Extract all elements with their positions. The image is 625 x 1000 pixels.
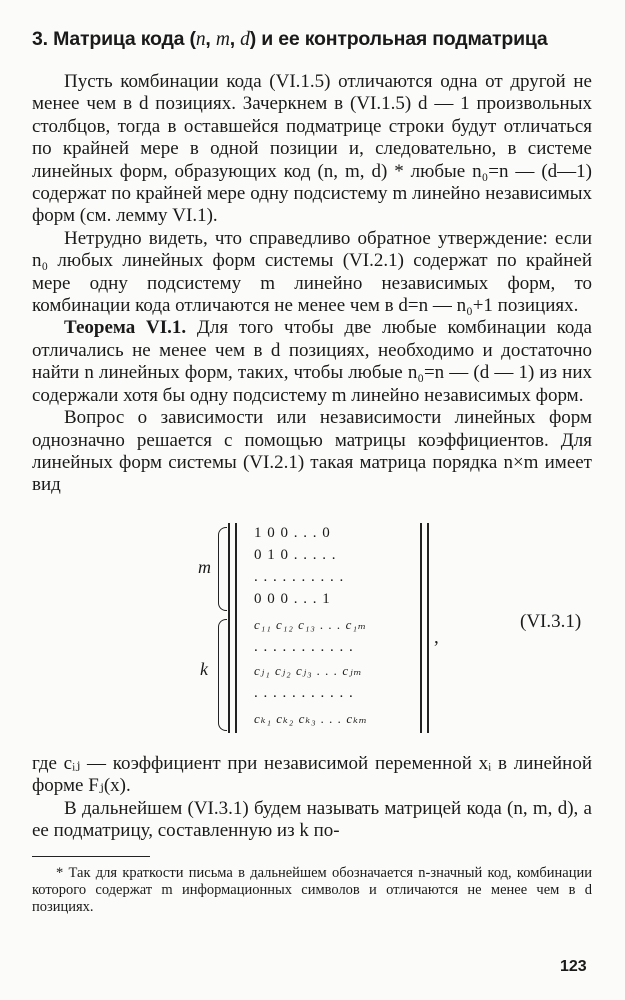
theorem-text: Для того чтобы две любые комбинации кода отличались не менее чем в d позициях, необходимо и достаточно найти n линейных форм, таких, чтобы любые n₀=n — (d — 1) из них содержали хотя бы одну подсистему m линейно независимых форм. [32,317,592,406]
equation-number: (VI.3.1) [520,610,582,632]
footnote: * Так для краткости письма в дальнейшем обозначается n-значный код, комбинации которого содержат m информационных символов и отличаются не менее чем в d позициях. [32,865,592,915]
matrix-row: 0 0 0 . . . 1 [254,590,331,607]
paragraph-2: Нетрудно видеть, что справедливо обратное утверждение: если n₀ любых линейных форм системы (VI.2.1) содержат по крайней мере одну подсистему m линейно независимых форм, то комбинации кода отличаются не менее чем в d=n — n₀+1 позициях. [32,227,592,317]
brace-label-m: m [198,556,211,577]
heading-n: n [195,29,206,50]
matrix-comma: , [434,626,439,648]
page-content [32,28,592,915]
heading-d: d [240,29,250,50]
heading-suffix: ) и ее контрольная подматрица [249,28,548,50]
page-number: 123 [560,958,587,975]
brace-m [218,527,227,611]
matrix-row: . . . . . . . . . . [254,568,345,585]
heading-sep: , [229,28,241,50]
matrix-equation [32,523,592,743]
matrix-row: 0 1 0 . . . . . [254,546,337,563]
matrix-row: cₖ₁ cₖ₂ cₖ₃ . . . cₖₘ [254,710,368,726]
heading-sep: , [205,28,216,50]
matrix-left-bars [228,523,237,733]
section-heading [32,28,592,51]
paragraph-4: Вопрос о зависимости или независимости линейных форм однозначно решается с помощью матрицы коэффициентов. Для линейных форм системы (VI.2.1) такая матрица порядка n×m имеет вид [32,407,592,496]
paragraph-5: где cᵢⱼ — коэффициент при независимой переменной xᵢ в линейной форме Fⱼ(x). [32,752,592,797]
paragraph-theorem [32,317,592,407]
brace-label-k: k [200,658,208,679]
theorem-label: Теорема VI.1. [64,317,187,339]
brace-k [218,619,227,731]
matrix-row: cⱼ₁ cⱼ₂ cⱼ₃ . . . cⱼₘ [254,662,363,678]
matrix-row: 1 0 0 . . . 0 [254,524,331,541]
matrix-row: . . . . . . . . . . . [254,638,354,655]
heading-prefix: 3. Матрица кода ( [32,28,196,50]
paragraph-1: Пусть комбинации кода (VI.1.5) отличаются одна от другой не менее чем в d позициях. Зачеркнем в (VI.1.5) d — 1 произвольных столбцов, тогда в оставшейся подматрице строки будут отличаться по крайней мере в одной позиции и, следовательно, в системе линейных форм, образующих код (n, m, d) * любые n₀=n — (d—1) содержат по крайней мере одну подсистему m линейно независимых форм (см. лемму VI.1). [32,71,592,227]
matrix-row: . . . . . . . . . . . [254,684,354,701]
footnote-rule [32,856,150,857]
heading-m: m [215,29,230,50]
paragraph-6: В дальнейшем (VI.3.1) будем называть матрицей кода (n, m, d), а ее подматрицу, составленную из k по- [32,797,592,841]
matrix-row: c₁₁ c₁₂ c₁₃ . . . c₁ₘ [254,616,367,632]
